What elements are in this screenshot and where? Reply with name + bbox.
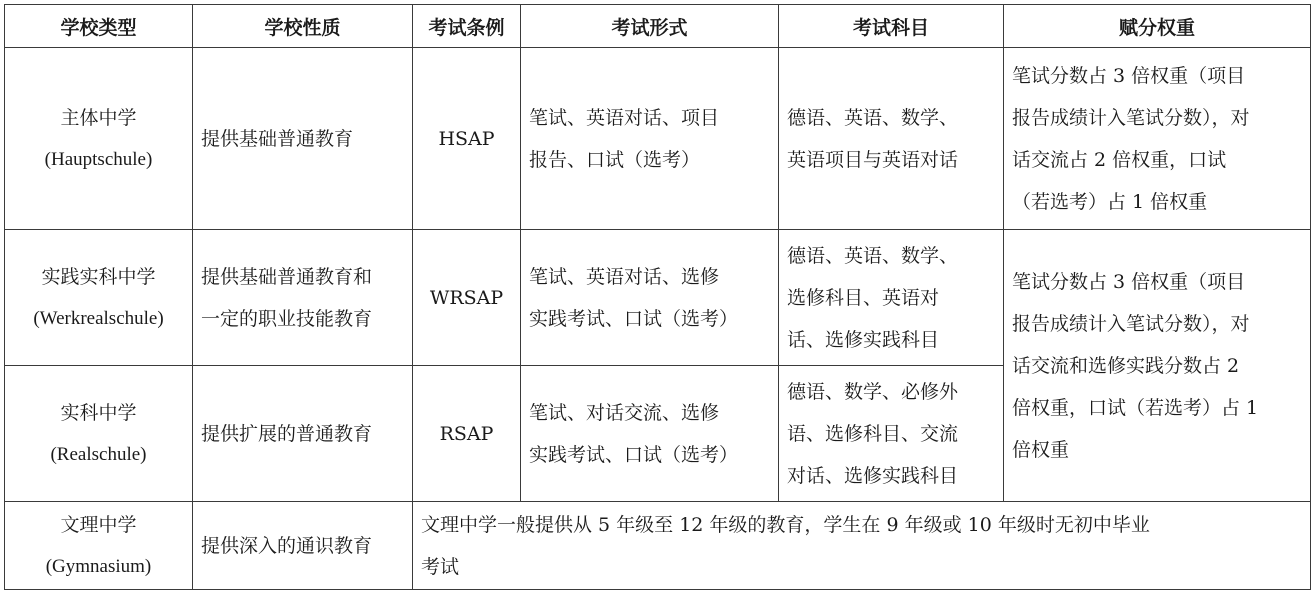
school-type-de: (Werkrealschule) — [33, 307, 164, 329]
exam-regulation-cell: WRSAP — [413, 230, 521, 366]
exam-subjects-cell — [779, 230, 1004, 366]
weighting-cell — [1004, 48, 1311, 230]
school-type-cell — [5, 230, 193, 366]
exam-form-line: 笔试、英语对话、项目 — [529, 106, 720, 129]
exam-subjects-line: 德语、英语、数学、 — [787, 244, 959, 267]
table-row-werkrealschule — [5, 230, 1311, 366]
exam-form-cell — [521, 48, 779, 230]
school-type-cell — [5, 366, 193, 502]
exam-subjects-line: 德语、数学、必修外 — [787, 380, 959, 403]
school-type-de: (Gymnasium) — [45, 555, 152, 577]
school-nature-cell — [193, 48, 413, 230]
weighting-line: 笔试分数占 3 倍权重（项目 — [1012, 270, 1246, 293]
exam-form-cell — [521, 366, 779, 502]
school-nature-cell — [193, 366, 413, 502]
header-school-nature: 学校性质 — [193, 5, 413, 48]
school-type-de: (Realschule) — [50, 443, 147, 465]
weighting-line: 倍权重，口试（若选考）占 1 — [1012, 396, 1259, 419]
gymnasium-note-line: 考试 — [421, 555, 460, 578]
weighting-line: 话交流占 2 倍权重，口试 — [1012, 148, 1227, 171]
school-nature-cell — [193, 230, 413, 366]
table-row-hauptschule — [5, 48, 1311, 230]
exam-subjects-cell — [779, 48, 1004, 230]
school-nature-line: 提供基础普通教育 — [201, 127, 354, 150]
school-nature-line: 提供扩展的普通教育 — [201, 422, 373, 445]
weighting-line: 倍权重 — [1012, 438, 1070, 461]
exam-form-line: 笔试、对话交流、选修 — [529, 401, 720, 424]
header-row — [5, 5, 1311, 48]
school-type-cn: 文理中学 — [60, 513, 137, 536]
exam-form-line: 实践考试、口试（选考） — [529, 307, 739, 330]
gymnasium-note-cell — [413, 502, 1311, 590]
exam-form-line: 实践考试、口试（选考） — [529, 443, 739, 466]
exam-subjects-cell — [779, 366, 1004, 502]
exam-regulation-cell: HSAP — [413, 48, 521, 230]
header-exam-subjects: 考试科目 — [779, 5, 1004, 48]
exam-form-line: 报告、口试（选考） — [529, 148, 701, 171]
exam-form-line: 笔试、英语对话、选修 — [529, 265, 720, 288]
school-nature-cell — [193, 502, 413, 590]
exam-subjects-line: 德语、英语、数学、 — [787, 106, 959, 129]
weighting-line: 报告成绩计入笔试分数），对 — [1012, 106, 1250, 129]
school-type-cn: 主体中学 — [60, 106, 137, 129]
header-exam-regulation: 考试条例 — [413, 5, 521, 48]
weighting-cell-shared — [1004, 230, 1311, 502]
header-school-type: 学校类型 — [5, 5, 193, 48]
exam-subjects-line: 话、选修实践科目 — [787, 328, 940, 351]
exam-subjects-line: 对话、选修实践科目 — [787, 464, 959, 487]
school-nature-line: 提供基础普通教育和 — [201, 265, 373, 288]
school-type-cn: 实践实科中学 — [41, 265, 156, 288]
weighting-line: 话交流和选修实践分数占 2 — [1012, 354, 1240, 377]
school-nature-line: 提供深入的通识教育 — [201, 534, 373, 557]
exam-subjects-line: 选修科目、英语对 — [787, 286, 940, 309]
header-weighting: 赋分权重 — [1004, 5, 1311, 48]
gymnasium-note-line: 文理中学一般提供从 5 年级至 12 年级的教育，学生在 9 年级或 10 年级时无初中毕业 — [421, 513, 1150, 536]
weighting-line: 报告成绩计入笔试分数），对 — [1012, 312, 1250, 335]
exam-comparison-table — [4, 4, 1311, 590]
table-row-gymnasium — [5, 502, 1311, 590]
header-exam-form: 考试形式 — [521, 5, 779, 48]
school-type-de: (Hauptschule) — [44, 148, 153, 170]
school-nature-line: 一定的职业技能教育 — [201, 307, 373, 330]
exam-regulation-cell: RSAP — [413, 366, 521, 502]
school-type-cell — [5, 502, 193, 590]
weighting-line: 笔试分数占 3 倍权重（项目 — [1012, 64, 1246, 87]
exam-subjects-line: 语、选修科目、交流 — [787, 422, 959, 445]
school-type-cell — [5, 48, 193, 230]
exam-subjects-line: 英语项目与英语对话 — [787, 148, 959, 171]
weighting-line: （若选考）占 1 倍权重 — [1012, 190, 1208, 213]
exam-form-cell — [521, 230, 779, 366]
school-type-cn: 实科中学 — [60, 401, 137, 424]
